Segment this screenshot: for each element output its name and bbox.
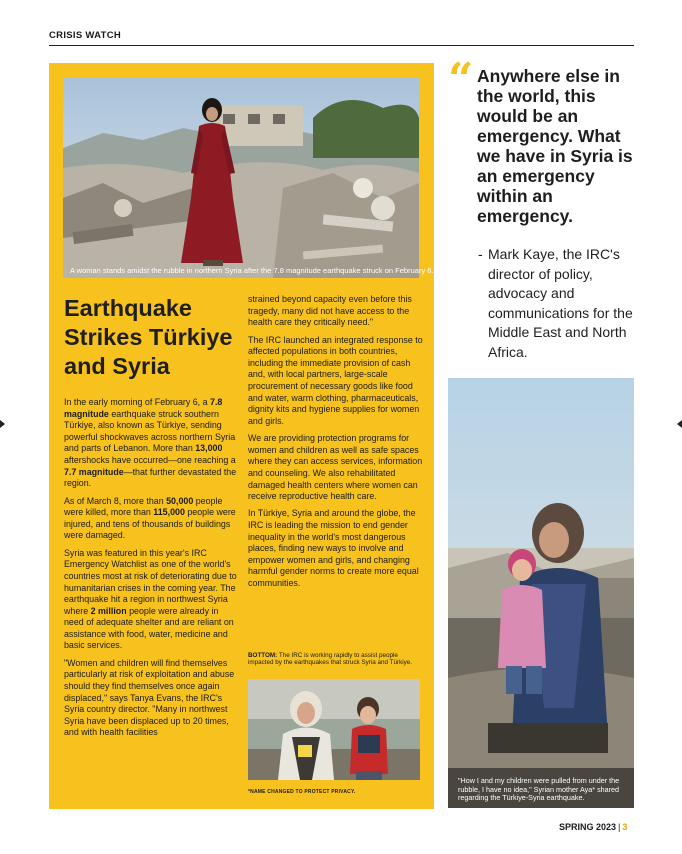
header-rule	[49, 45, 634, 46]
paragraph-3: Syria was featured in this year's IRC Emergency Watchlist as one of the world's countries most at risk of deteriorating due to humanitarian crises in the coming year. The earthquake hit a region in northwest Syria where 2 million people were already in need of adequate shelter and are reliant on assistance with food, water, medicine and basic services.	[64, 547, 237, 651]
header-label: CRISIS WATCH	[49, 30, 122, 41]
crop-mark-left	[0, 420, 5, 428]
privacy-note: *NAME CHANGED TO PROTECT PRIVACY.	[248, 789, 356, 795]
bottom-photo-caption: BOTTOM: The IRC is working rapidly to assist people impacted by the earthquakes that struck Syria and Türkiye.	[248, 652, 413, 667]
right-photo	[448, 378, 634, 808]
paragraph-8: In Türkiye, Syria and around the globe, the IRC is leading the mission to end gender inequality in the world's most dangerous places, finding new ways to involve and empower women and girls, and changing harmful gender norms to create more equal communities.	[248, 508, 419, 589]
paragraph-1: In the early morning of February 6, a 7.8 magnitude earthquake struck southern Türkiye, also known as Türkiye, sending powerful shockwaves across northern Syria and parts of Lebanon. More than 13,000 aftershocks have occurred—one reaching a 7.7 magnitude—that further devastated the region.	[64, 397, 237, 489]
page-footer	[559, 822, 627, 832]
pull-quote: Anywhere else in the world, this would be an emergency. What we have in Syria is an emergency within an emergency.	[477, 66, 633, 226]
paragraph-4: "Women and children will find themselves particularly at risk of exploitation and abuse should they find themselves once again displaced," says Tanya Evans, the IRC's Syria country director. "Many in northwest Syria have been displaced up to 20 times, and with health facilities	[64, 657, 235, 738]
top-photo	[63, 78, 419, 278]
issue-label: SPRING 2023	[559, 822, 617, 832]
top-photo-caption: A woman stands amidst the rubble in northern Syria after the 7.8 magnitude earthquake struck on February 6.	[70, 266, 434, 275]
page-number: 3	[622, 822, 628, 832]
article-column-left	[64, 397, 240, 745]
paragraph-7: We are providing protection programs for women and children as well as safe spaces where they can access services, information and counseling. We also rehabilitated damaged health centers where women can receive reproductive health care.	[248, 433, 423, 502]
bottom-photo	[248, 679, 420, 780]
article-headline: Earthquake Strikes Türkiye and Syria	[64, 295, 233, 379]
footer-separator: |	[618, 822, 621, 832]
paragraph-2: As of March 8, more than 50,000 people were killed, more than 115,000 people were injured, and tens of thousands of buildings were damaged.	[64, 495, 236, 541]
paragraph-5: strained beyond capacity even before this tragedy, many did not have access to the health care they critically need."	[248, 294, 412, 328]
quote-mark-icon: “	[448, 54, 474, 105]
attribution-dash: -	[478, 246, 483, 262]
quote-attribution: Mark Kaye, the IRC's director of policy, advocacy and communications for the Middle East and North Africa.	[488, 246, 633, 360]
right-photo-caption: "How I and my children were pulled from under the rubble, I have no idea," Syrian mother Aya* shared regarding the Türkiye-Syria earthquake.	[458, 776, 620, 803]
paragraph-6: The IRC launched an integrated response to affected populations in both countries, including the immediate provision of cash and, with local partners, large-scale procurement of necessary goods like food and water, warm clothing, pharmaceuticals, dignity kits and hygiene supplies for women and girls.	[248, 334, 423, 426]
article-column-right	[248, 294, 424, 595]
crop-mark-right	[677, 420, 682, 428]
